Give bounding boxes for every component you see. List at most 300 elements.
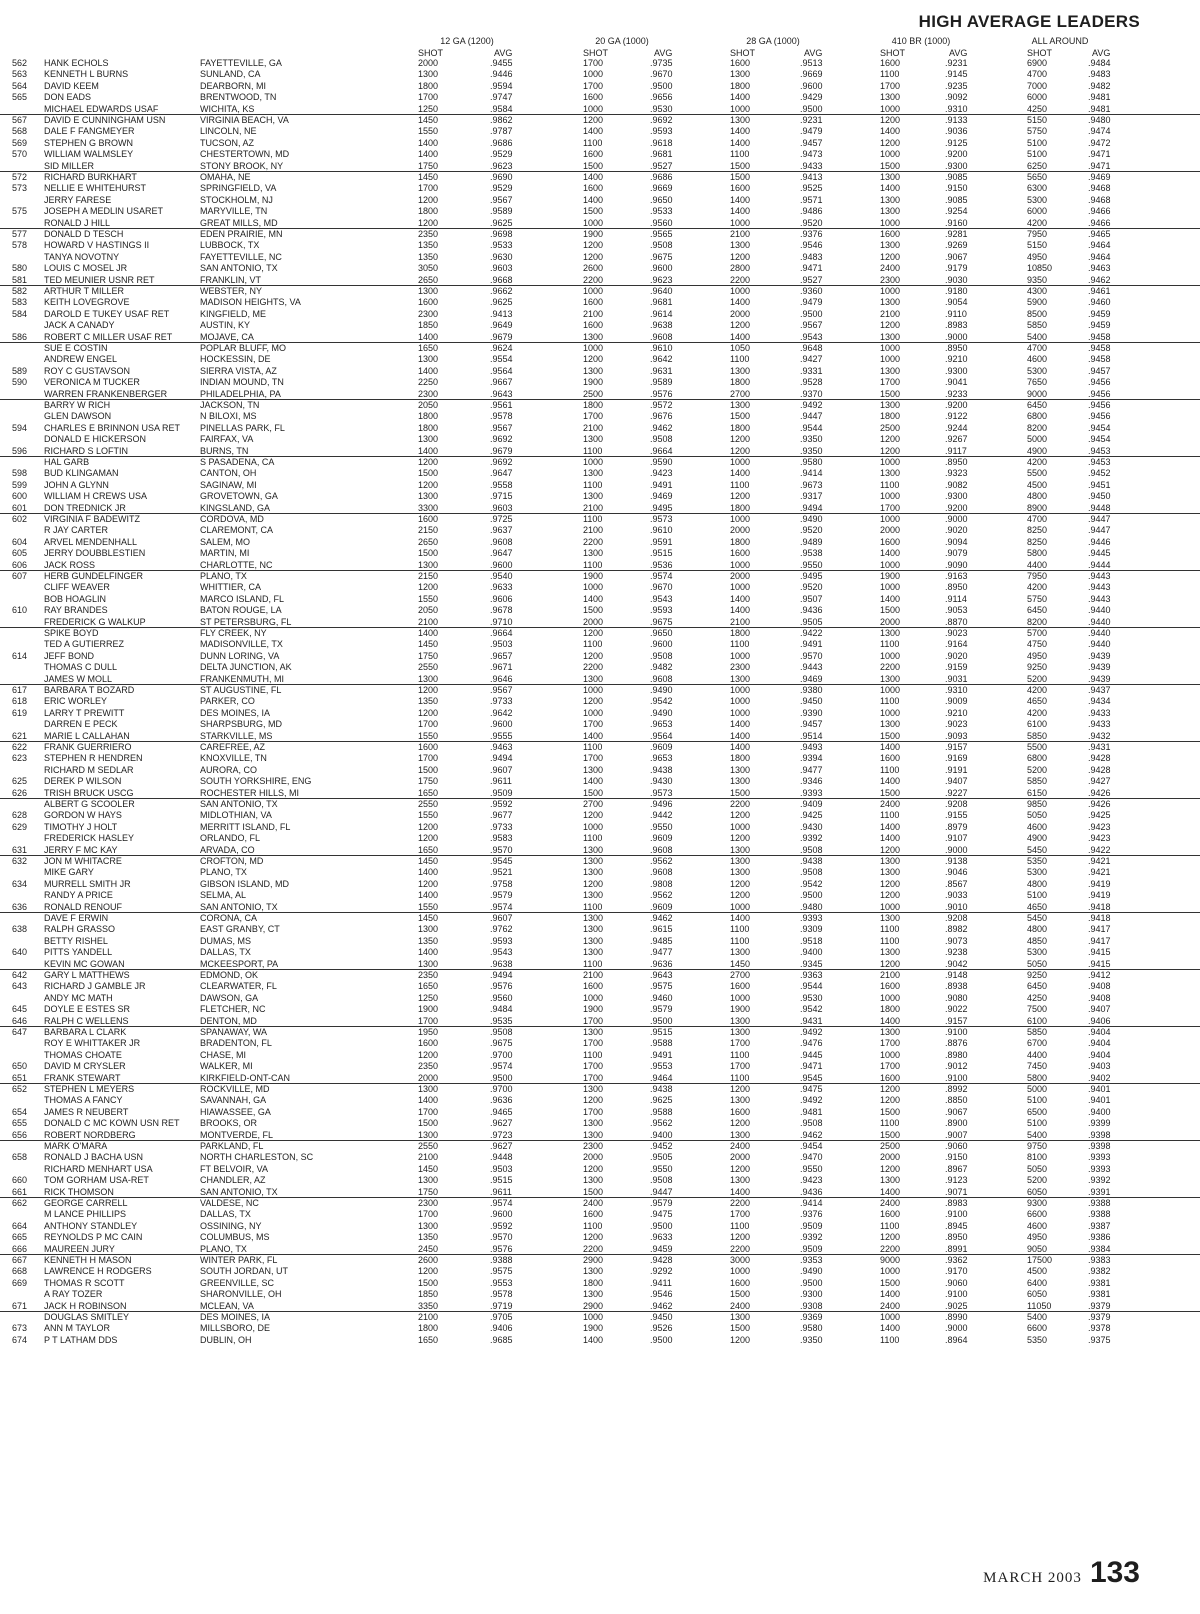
- avg-cell: .9609: [650, 901, 673, 912]
- shooter-name: HERB GUNDELFINGER: [44, 571, 144, 581]
- hometown: PARKLAND, FL: [200, 1141, 264, 1151]
- avg-cell: .9398: [1088, 1141, 1111, 1151]
- shot-cell: 1700: [583, 753, 604, 764]
- shooter-name: SUE E COSTIN: [44, 343, 108, 353]
- avg-cell: .9445: [800, 1049, 823, 1060]
- shot-cell: 1200: [418, 1049, 439, 1060]
- rank-cell: 622: [12, 742, 28, 752]
- shot-cell: 2200: [583, 536, 604, 547]
- shot-cell: 1350: [418, 935, 439, 946]
- avg-cell: .9656: [650, 92, 673, 103]
- rank-cell: 580: [12, 263, 28, 274]
- avg-cell: .9481: [1088, 103, 1111, 114]
- avg-cell: .9593: [650, 605, 673, 616]
- rank-cell: 573: [12, 183, 28, 194]
- avg-cell: .9618: [650, 137, 673, 148]
- avg-cell: .9408: [1088, 981, 1111, 992]
- avg-cell: .9067: [945, 1106, 968, 1117]
- shot-cell: 2300: [730, 662, 751, 673]
- shooter-name: ARVEL MENDENHALL: [44, 536, 138, 547]
- shot-cell: 1500: [880, 1277, 901, 1288]
- hometown: CAREFREE, AZ: [200, 742, 266, 752]
- avg-cell: .9465: [490, 1106, 513, 1117]
- avg-cell: .9450: [1088, 491, 1111, 502]
- hometown: SUNLAND, CA: [200, 69, 261, 80]
- hometown: CHARLOTTE, NC: [200, 559, 273, 570]
- avg-cell: .8950: [945, 457, 968, 467]
- shot-cell: 1000: [730, 707, 751, 718]
- avg-cell: .9382: [1088, 1266, 1111, 1277]
- avg-cell: .9360: [800, 286, 823, 296]
- avg-cell: .9675: [650, 616, 673, 627]
- shooter-name: BARBARA L CLARK: [44, 1027, 127, 1037]
- table-row: [0, 1289, 1200, 1300]
- rank-cell: 658: [12, 1152, 28, 1163]
- shot-cell: 4700: [1027, 343, 1048, 353]
- avg-cell: .9647: [490, 468, 513, 479]
- avg-cell: .9404: [1088, 1049, 1111, 1060]
- avg-cell: .9460: [1088, 297, 1111, 308]
- avg-cell: .8950: [945, 343, 968, 353]
- shot-cell: 2400: [583, 1198, 604, 1208]
- rank-cell: 562: [12, 58, 28, 68]
- avg-cell: .9593: [650, 126, 673, 137]
- table-row: [0, 1004, 1200, 1015]
- shot-cell: 2200: [583, 274, 604, 285]
- shooter-name: ANN M TAYLOR: [44, 1323, 111, 1334]
- avg-cell: .9443: [1088, 571, 1111, 581]
- shot-cell: 1800: [730, 536, 751, 547]
- shot-cell: 1300: [880, 92, 901, 103]
- avg-cell: .9380: [800, 685, 823, 695]
- shooter-name: FRANK GUERRIERO: [44, 742, 132, 752]
- shot-cell: 4400: [1027, 1049, 1048, 1060]
- shot-cell: 1450: [730, 958, 751, 969]
- shot-cell: 1300: [418, 354, 439, 365]
- avg-cell: .9423: [650, 468, 673, 479]
- shot-cell: 1400: [880, 776, 901, 787]
- shot-cell: 4250: [1027, 103, 1048, 114]
- avg-cell: .9421: [1088, 856, 1111, 866]
- shot-cell: 5500: [1027, 468, 1048, 479]
- avg-cell: .9636: [650, 958, 673, 969]
- shot-cell: 2200: [730, 799, 751, 809]
- shot-cell: 1700: [880, 377, 901, 388]
- shot-cell: 3050: [418, 263, 439, 274]
- shot-cell: 1400: [583, 776, 604, 787]
- avg-cell: .9388: [1088, 1198, 1111, 1208]
- avg-cell: .9578: [490, 411, 513, 422]
- shooter-name: SPIKE BOYD: [44, 628, 99, 638]
- avg-cell: .9508: [490, 1027, 513, 1037]
- shot-cell: 1200: [583, 1163, 604, 1174]
- hometown: CHANDLER, AZ: [200, 1175, 266, 1186]
- shooter-name: CLIFF WEAVER: [44, 582, 110, 593]
- avg-cell: .9414: [800, 468, 823, 479]
- shot-cell: 5700: [1027, 628, 1048, 638]
- avg-cell: .9570: [490, 1232, 513, 1243]
- rank-cell: 647: [12, 1027, 28, 1037]
- avg-cell: .9561: [490, 400, 513, 410]
- hometown: DES MOINES, IA: [200, 707, 271, 718]
- rank-cell: 621: [12, 730, 28, 741]
- shot-cell: 4400: [1027, 559, 1048, 570]
- shot-cell: 4200: [1027, 685, 1048, 695]
- table-row: [0, 1312, 1200, 1323]
- shot-cell: 4650: [1027, 696, 1048, 707]
- rank-cell: 607: [12, 571, 28, 581]
- shot-cell: 1200: [730, 833, 751, 844]
- col-header-avg: AVG: [494, 48, 513, 58]
- avg-cell: .9542: [800, 1004, 823, 1015]
- shot-cell: 1400: [730, 331, 751, 342]
- hometown: CORDOVA, MD: [200, 514, 264, 524]
- shot-cell: 4600: [1027, 354, 1048, 365]
- shot-cell: 4200: [1027, 707, 1048, 718]
- avg-cell: .9485: [650, 935, 673, 946]
- shot-cell: 4800: [1027, 491, 1048, 502]
- avg-cell: .8964: [945, 1334, 968, 1345]
- shooter-name: GLEN DAWSON: [44, 411, 112, 422]
- hometown: MARYVILLE, TN: [200, 206, 268, 217]
- shot-cell: 1200: [880, 878, 901, 889]
- shot-cell: 1400: [418, 331, 439, 342]
- hometown: BATON ROUGE, LA: [200, 605, 282, 616]
- hometown: EAST GRANBY, CT: [200, 924, 280, 935]
- shot-cell: 6450: [1027, 400, 1048, 410]
- shot-cell: 1300: [730, 115, 751, 125]
- avg-cell: .9400: [800, 947, 823, 958]
- avg-cell: .8982: [945, 924, 968, 935]
- shot-cell: 1300: [418, 1084, 439, 1094]
- shot-cell: 6250: [1027, 160, 1048, 171]
- avg-cell: .9576: [490, 981, 513, 992]
- avg-cell: .9525: [800, 183, 823, 194]
- avg-cell: .9476: [800, 1038, 823, 1049]
- table-row: [0, 639, 1200, 650]
- hometown: DUNN LORING, VA: [200, 650, 280, 661]
- shot-cell: 8900: [1027, 502, 1048, 513]
- rank-cell: 668: [12, 1266, 28, 1277]
- avg-cell: .9430: [650, 776, 673, 787]
- shot-cell: 4250: [1027, 992, 1048, 1003]
- avg-cell: .9862: [490, 115, 513, 125]
- shot-cell: 9350: [1027, 274, 1048, 285]
- shot-cell: 1550: [418, 810, 439, 821]
- shot-cell: 1800: [880, 1004, 901, 1015]
- avg-cell: .9464: [1088, 251, 1111, 262]
- avg-cell: .9609: [650, 742, 673, 752]
- rank-cell: 654: [12, 1106, 28, 1117]
- hometown: FAYETTEVILLE, GA: [200, 58, 282, 68]
- table-row: [0, 1255, 1200, 1266]
- hometown: SAGINAW, MI: [200, 479, 257, 490]
- table-row: [0, 548, 1200, 559]
- avg-cell: .9670: [650, 69, 673, 80]
- table-row: [0, 913, 1200, 924]
- shooter-name: JACK A CANADY: [44, 320, 115, 331]
- shot-cell: 1100: [730, 149, 750, 160]
- hometown: DELTA JUNCTION, AK: [200, 662, 292, 673]
- shooter-name: DAROLD E TUKEY USAF RET: [44, 308, 170, 319]
- shot-cell: 1300: [880, 331, 901, 342]
- shot-cell: 1800: [418, 411, 439, 422]
- shot-cell: 1500: [418, 1118, 439, 1129]
- shot-cell: 2100: [418, 1312, 439, 1322]
- avg-cell: .9623: [650, 274, 673, 285]
- shot-cell: 5300: [1027, 867, 1048, 878]
- avg-cell: .9169: [945, 753, 968, 764]
- shot-cell: 1500: [583, 1186, 604, 1197]
- hometown: DEARBORN, MI: [200, 80, 267, 91]
- shooter-name: JERRY F MC KAY: [44, 844, 118, 855]
- table-row: [0, 1323, 1200, 1334]
- avg-cell: .9643: [650, 970, 673, 980]
- avg-cell: .9393: [800, 787, 823, 798]
- avg-cell: .9494: [800, 502, 823, 513]
- shooter-name: STEPHEN L MEYERS: [44, 1084, 135, 1094]
- avg-cell: .9592: [490, 799, 513, 809]
- avg-cell: .9150: [945, 1152, 968, 1163]
- rank-cell: 599: [12, 479, 28, 490]
- avg-cell: .9452: [1088, 468, 1111, 479]
- table-row: [0, 69, 1200, 80]
- shot-cell: 1700: [583, 1072, 604, 1083]
- shooter-name: WILLIAM WALMSLEY: [44, 149, 134, 160]
- shot-cell: 2600: [583, 263, 604, 274]
- avg-cell: .9508: [650, 240, 673, 251]
- avg-cell: .9093: [945, 730, 968, 741]
- shooter-name: CHARLES E BRINNON USA RET: [44, 422, 181, 433]
- table-row: [0, 1152, 1200, 1163]
- shot-cell: 1100: [583, 958, 603, 969]
- avg-cell: .9508: [800, 867, 823, 878]
- avg-cell: .9530: [800, 992, 823, 1003]
- shot-cell: 9300: [1027, 1198, 1048, 1208]
- table-row: [0, 252, 1200, 263]
- avg-cell: .9350: [800, 1334, 823, 1345]
- avg-cell: .9472: [1088, 137, 1111, 148]
- shot-cell: 1200: [583, 628, 604, 638]
- shot-cell: 2350: [418, 970, 439, 980]
- avg-cell: .9611: [490, 1186, 512, 1197]
- avg-cell: .9430: [800, 821, 823, 832]
- avg-cell: .9453: [1088, 445, 1111, 456]
- shot-cell: 1100: [880, 935, 900, 946]
- avg-cell: .9392: [1088, 1175, 1111, 1186]
- shot-cell: 1350: [418, 240, 439, 251]
- shooter-name: BARRY W RICH: [44, 400, 111, 410]
- shot-cell: 1200: [583, 251, 604, 262]
- table-row: [0, 172, 1200, 183]
- shot-cell: 1400: [583, 593, 604, 604]
- avg-cell: .9579: [650, 1004, 673, 1015]
- shot-cell: 4600: [1027, 1220, 1048, 1231]
- hometown: MIDLOTHIAN, VA: [200, 810, 272, 821]
- rank-cell: 602: [12, 514, 28, 524]
- shot-cell: 1200: [730, 878, 751, 889]
- shot-cell: 1200: [583, 1232, 604, 1243]
- avg-cell: .8990: [945, 1312, 968, 1322]
- avg-cell: .9495: [650, 502, 673, 513]
- col-header-shot: SHOT: [730, 48, 756, 58]
- shooter-name: RALPH GRASSO: [44, 924, 116, 935]
- shot-cell: 1300: [880, 1027, 901, 1037]
- table-row: [0, 947, 1200, 958]
- avg-cell: .9646: [490, 673, 513, 684]
- hometown: ROCKVILLE, MD: [200, 1084, 270, 1094]
- shot-cell: 1300: [880, 867, 901, 878]
- avg-cell: .8567: [945, 878, 968, 889]
- table-row: [0, 742, 1200, 753]
- shooter-name: DALE F FANGMEYER: [44, 126, 135, 137]
- avg-cell: .9600: [490, 1209, 513, 1220]
- avg-cell: .9482: [650, 662, 673, 673]
- shot-cell: 1300: [730, 776, 751, 787]
- shot-cell: 1100: [583, 833, 603, 844]
- shot-cell: 1900: [583, 377, 604, 388]
- shot-cell: 3350: [418, 1300, 439, 1311]
- avg-cell: .9664: [490, 628, 513, 638]
- shot-cell: 5800: [1027, 548, 1048, 559]
- shot-cell: 2700: [730, 388, 751, 399]
- col-header-shot: SHOT: [1027, 48, 1053, 58]
- table-row: [0, 1038, 1200, 1049]
- shot-cell: 4650: [1027, 901, 1048, 912]
- hometown: DAWSON, GA: [200, 992, 259, 1003]
- rank-cell: 628: [12, 810, 28, 821]
- avg-cell: .9456: [1088, 400, 1111, 410]
- hometown: SIERRA VISTA, AZ: [200, 365, 277, 376]
- avg-cell: .9413: [800, 172, 823, 182]
- avg-cell: .9378: [1088, 1323, 1111, 1334]
- avg-cell: .9456: [1088, 411, 1111, 422]
- avg-cell: .9085: [945, 194, 968, 205]
- rank-cell: 655: [12, 1118, 28, 1129]
- avg-cell: .9440: [1088, 605, 1111, 616]
- hometown: BRENTWOOD, TN: [200, 92, 277, 103]
- avg-cell: .9444: [1088, 559, 1111, 570]
- shot-cell: 1200: [730, 1084, 751, 1094]
- shot-cell: 1100: [583, 1049, 603, 1060]
- hometown: HOCKESSIN, DE: [200, 354, 271, 365]
- table-row: [0, 309, 1200, 320]
- shooter-name: DAVID M CRYSLER: [44, 1061, 126, 1072]
- shot-cell: 1300: [583, 856, 604, 866]
- avg-cell: .9398: [1088, 1129, 1111, 1140]
- table-row: [0, 161, 1200, 172]
- avg-cell: .9521: [490, 867, 513, 878]
- avg-cell: .9434: [1088, 696, 1111, 707]
- shooter-name: ROY C GUSTAVSON: [44, 365, 131, 376]
- table-row: [0, 936, 1200, 947]
- shot-cell: 1100: [583, 137, 603, 148]
- hometown: HIAWASSEE, GA: [200, 1106, 271, 1117]
- hometown: STARKVILLE, MS: [200, 730, 273, 741]
- table-row: [0, 1266, 1200, 1277]
- avg-cell: .9000: [945, 514, 968, 524]
- shooter-name: DAVID E CUNNINGHAM USN: [44, 115, 166, 125]
- avg-cell: .9572: [650, 400, 673, 410]
- avg-cell: .9042: [945, 958, 968, 969]
- avg-cell: .9363: [800, 970, 823, 980]
- avg-cell: .9533: [490, 240, 513, 251]
- avg-cell: .9625: [650, 1095, 673, 1106]
- shot-cell: 1600: [583, 92, 604, 103]
- shot-cell: 1700: [583, 58, 604, 68]
- table-row: [0, 1301, 1200, 1312]
- shot-cell: 2000: [730, 1152, 751, 1163]
- table-row: [0, 696, 1200, 707]
- rank-cell: 638: [12, 924, 28, 935]
- shot-cell: 1100: [583, 445, 603, 456]
- shot-cell: 1100: [730, 935, 750, 946]
- avg-cell: .9647: [490, 548, 513, 559]
- avg-cell: .9117: [945, 445, 967, 456]
- avg-cell: .9484: [1088, 58, 1111, 68]
- shot-cell: 1600: [418, 514, 439, 524]
- avg-cell: .9370: [800, 388, 823, 399]
- avg-cell: .9725: [490, 514, 513, 524]
- table-row: [0, 605, 1200, 616]
- shooter-name: TED A GUTIERREZ: [44, 639, 125, 650]
- shooter-name: VERONICA M TUCKER: [44, 377, 140, 388]
- avg-cell: .9496: [650, 799, 673, 809]
- avg-cell: .9468: [1088, 183, 1111, 194]
- shot-cell: 1300: [730, 1027, 751, 1037]
- shot-cell: 1300: [880, 172, 901, 182]
- avg-cell: .9580: [800, 1323, 823, 1334]
- avg-cell: .9575: [490, 1266, 513, 1277]
- shot-cell: 1400: [583, 172, 604, 182]
- avg-cell: .9636: [490, 1095, 513, 1106]
- avg-cell: .9433: [800, 160, 823, 171]
- avg-cell: .9415: [1088, 947, 1111, 958]
- shooter-name: THOMAS R SCOTT: [44, 1277, 125, 1288]
- avg-cell: .9508: [650, 650, 673, 661]
- shot-cell: 4200: [1027, 582, 1048, 593]
- avg-cell: .8983: [945, 320, 968, 331]
- shot-cell: 1200: [880, 115, 901, 125]
- hometown: MARCO ISLAND, FL: [200, 593, 285, 604]
- table-row: [0, 833, 1200, 844]
- rank-cell: 632: [12, 856, 28, 866]
- shot-cell: 5050: [1027, 810, 1048, 821]
- shot-cell: 1300: [730, 856, 751, 866]
- avg-cell: .9573: [650, 514, 673, 524]
- rank-cell: 661: [12, 1186, 28, 1197]
- avg-cell: .8900: [945, 1118, 968, 1129]
- avg-cell: .9073: [945, 935, 968, 946]
- shot-cell: 1300: [730, 844, 751, 855]
- shooter-name: BOB HOAGLIN: [44, 593, 107, 604]
- avg-cell: .9423: [1088, 833, 1111, 844]
- avg-cell: .9692: [490, 434, 513, 445]
- shot-cell: 1300: [730, 1015, 751, 1026]
- avg-cell: .9462: [800, 1129, 823, 1140]
- table-row: [0, 867, 1200, 878]
- avg-cell: .9479: [800, 297, 823, 308]
- avg-cell: .9514: [800, 730, 823, 741]
- shot-cell: 1000: [583, 343, 604, 353]
- avg-cell: .9394: [800, 753, 823, 764]
- shot-cell: 1000: [880, 650, 901, 661]
- shot-cell: 1100: [730, 1220, 750, 1231]
- avg-cell: .9400: [650, 1129, 673, 1140]
- hometown: MADISONVILLE, TX: [200, 639, 283, 650]
- shot-cell: 1300: [730, 947, 751, 958]
- avg-cell: .9413: [490, 308, 513, 319]
